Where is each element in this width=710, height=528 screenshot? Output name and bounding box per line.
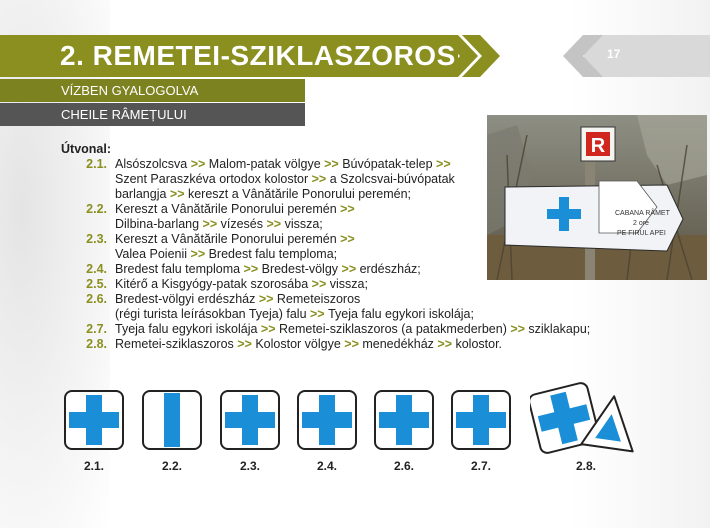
route-item-line <box>115 157 661 172</box>
route-item-number: 2.7. <box>86 322 107 336</box>
route-stop: Tyeja falu egykori iskolája; <box>328 307 474 321</box>
route-separator: >> <box>336 202 355 216</box>
route-stop: Bredest-völgy <box>261 262 339 276</box>
route-stop: Malom-patak völgye <box>208 157 321 171</box>
route-separator: >> <box>306 307 329 321</box>
sign-text-line-3: PE FIRUL APEI <box>617 230 666 237</box>
marking-label: 2.1. <box>83 459 104 473</box>
route-item-line <box>115 187 661 202</box>
route-item-line <box>115 262 661 277</box>
route-separator: >> <box>308 172 330 186</box>
route-item-line <box>115 217 661 232</box>
marking-label: 2.7. <box>470 459 491 473</box>
route-separator: >> <box>187 247 209 261</box>
route-separator: >> <box>166 187 188 201</box>
route-stop: vissza; <box>284 217 323 231</box>
route-stop: a Szolcsvai-búvópatak <box>329 172 455 186</box>
route-item-line <box>115 172 661 187</box>
route-separator: >> <box>233 337 256 351</box>
route-item-line <box>115 202 661 217</box>
route-item-number: 2.2. <box>86 202 107 216</box>
marking-label: 2.6. <box>393 459 414 473</box>
route-separator: >> <box>506 322 529 336</box>
route-item-number: 2.5. <box>86 277 107 291</box>
route-item-number: 2.1. <box>86 157 107 171</box>
route-separator: >> <box>240 262 262 276</box>
marking-label: 2.2. <box>161 459 182 473</box>
route-separator: >> <box>338 262 360 276</box>
route-separator: >> <box>340 337 363 351</box>
page-title: 2. REMETEI-SZIKLASZOROS <box>60 40 456 71</box>
route-stop: menedékház <box>362 337 434 351</box>
route-stop: vízesés <box>220 217 264 231</box>
route-stop: Remetei-sziklaszoros <box>115 337 234 351</box>
route-stop: kereszt a Vânătările Ponorului peremén; <box>187 187 412 201</box>
marking-sign-cross <box>374 390 434 450</box>
route-stop: Bredest falu temploma; <box>208 247 338 261</box>
subtitle-1: VÍZBEN GYALOGOLVA <box>61 83 199 98</box>
route-item-number: 2.6. <box>86 292 107 306</box>
subtitle-2: CHEILE RÂMEȚULUI <box>61 107 187 122</box>
route-stop: Valea Poienii <box>115 247 188 261</box>
route-stop: sziklakapu; <box>528 322 591 336</box>
route-stop: Bredest-völgyi erdészház <box>115 292 256 306</box>
route-item <box>61 322 661 337</box>
route-stop: Kereszt a Vânătările Ponorului peremén <box>115 232 337 246</box>
route-separator: >> <box>199 217 221 231</box>
marking-label: 2.3. <box>239 459 260 473</box>
marking-sign-cross <box>220 390 280 450</box>
route-separator: >> <box>433 337 456 351</box>
subtitle-band-1 <box>0 79 305 102</box>
route-stop: barlangja <box>115 187 167 201</box>
route-separator: >> <box>432 157 451 171</box>
route-separator: >> <box>257 322 279 336</box>
marking-sign-cross <box>451 390 511 450</box>
marking-sign-cross-triangle <box>530 382 640 442</box>
route-item <box>61 292 661 322</box>
route-stop: Alsószolcsva <box>115 157 188 171</box>
route-heading: Útvonal: <box>61 142 111 156</box>
route-separator: >> <box>187 157 209 171</box>
route-item-number: 2.8. <box>86 337 107 351</box>
route-item-line <box>115 232 661 247</box>
route-item <box>61 277 661 292</box>
route-item-line <box>115 292 661 307</box>
route-item-number: 2.3. <box>86 232 107 246</box>
route-item <box>61 157 661 202</box>
route-stop: Dilbina-barlang <box>115 217 200 231</box>
route-stop: Szent Paraszkéva ortodox kolostor <box>115 172 309 186</box>
route-separator: >> <box>255 292 277 306</box>
route-stop: Kitérő a Kisgyógy-patak szorosába <box>115 277 309 291</box>
route-separator: >> <box>336 232 355 246</box>
sign-text-line-2: 2 ore <box>633 220 649 227</box>
route-separator: >> <box>263 217 285 231</box>
route-item <box>61 337 661 352</box>
route-separator: >> <box>308 277 330 291</box>
route-stop: Remetei-sziklaszoros (a patakmederben) <box>278 322 507 336</box>
route-item-line <box>115 277 661 292</box>
route-item-line <box>115 307 661 322</box>
marking-label: 2.8. <box>575 459 596 473</box>
route-stop: Tyeja falu egykori iskolája <box>115 322 258 336</box>
chevron-arrows-icon <box>440 35 520 77</box>
route-stop: Bredest falu temploma <box>115 262 241 276</box>
route-stop: vissza; <box>329 277 368 291</box>
red-marker-letter: R <box>590 135 606 157</box>
page-chevron-icon <box>563 35 607 77</box>
route-stop: kolostor. <box>455 337 503 351</box>
marking-label: 2.4. <box>316 459 337 473</box>
sign-text-line-1: CABANA RÂMET <box>615 210 670 217</box>
route-item <box>61 202 661 232</box>
page-number: 17 <box>607 47 621 61</box>
route-stop: Remeteiszoros <box>276 292 361 306</box>
route-item <box>61 232 661 262</box>
route-item <box>61 262 661 277</box>
subtitle-band-2 <box>0 103 305 126</box>
route-stop: Kolostor völgye <box>255 337 341 351</box>
marking-sign-cross <box>297 390 357 450</box>
route-item-line <box>115 322 661 337</box>
route-list <box>61 157 661 352</box>
route-separator: >> <box>320 157 343 171</box>
route-stop: (régi turista leírásokban Tyeja) falu <box>115 307 307 321</box>
route-item-number: 2.4. <box>86 262 107 276</box>
route-stop: Búvópatak-telep <box>342 157 433 171</box>
marking-sign-stripe <box>142 390 202 450</box>
route-stop: Kereszt a Vânătările Ponorului peremén <box>115 202 337 216</box>
route-stop: erdészház; <box>359 262 421 276</box>
marking-sign-cross <box>64 390 124 450</box>
route-item-line <box>115 247 661 262</box>
route-item-line <box>115 337 661 352</box>
